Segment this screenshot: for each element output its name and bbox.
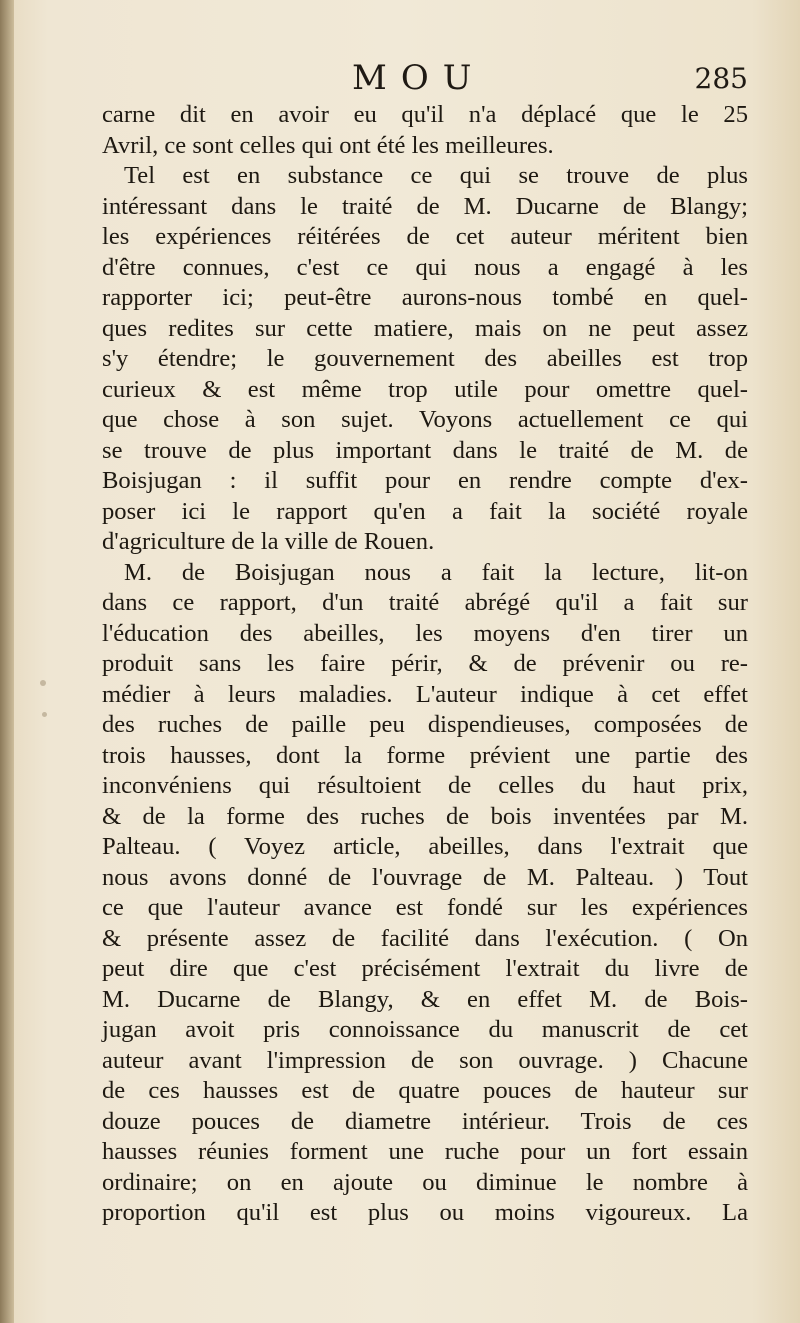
text-line: Avril, ce sont celles qui ont été les meilleures. — [102, 131, 554, 159]
page-number: 285 — [694, 62, 748, 95]
text-line: rapporter ici; peut-être aurons-nous tombé en quel- — [102, 284, 748, 311]
text-line: que chose à son sujet. Voyons actuellement ce qui — [102, 406, 748, 433]
text-line: s'y étendre; le gouvernement des abeilles est trop — [102, 345, 748, 372]
text-line: d'agriculture de la ville de Rouen. — [102, 528, 435, 555]
text-line: ce que l'auteur avance est fondé sur les expériences — [102, 894, 748, 921]
running-head: MOU — [352, 58, 486, 98]
text-line: Boisjugan : il suffit pour en rendre compte d'ex- — [102, 467, 748, 494]
text-line: se trouve de plus important dans le traité de M. de — [102, 436, 748, 464]
text-line: douze pouces de diametre intérieur. Trois de ces — [102, 1107, 748, 1135]
ink-spot — [40, 680, 46, 686]
text-line: auteur avant l'impression de son ouvrage. ) Chacune — [102, 1046, 748, 1074]
text-line: & présente assez de facilité dans l'exécution. ( On — [102, 924, 748, 952]
text-line: ordinaire; on en ajoute ou diminue le nombre à — [102, 1168, 748, 1196]
text-line: inconvéniens qui résultoient de celles du haut prix, — [102, 772, 748, 799]
text-line: produit sans les faire périr, & de prévenir ou re- — [102, 650, 748, 677]
text-line: intéressant dans le traité de M. Ducarne de Blangy; — [102, 192, 748, 220]
text-line: l'éducation des abeilles, les moyens d'en tirer un — [102, 619, 748, 647]
text-line: jugan avoit pris connoissance du manuscrit de cet — [102, 1016, 748, 1043]
page-gutter — [0, 0, 14, 1323]
text-line: curieux & est même trop utile pour omettre quel- — [102, 375, 748, 403]
body-text — [102, 100, 748, 1229]
page-header — [102, 58, 748, 102]
text-line: M. de Boisjugan nous a fait la lecture, lit-on — [124, 558, 748, 586]
text-line: & de la forme des ruches de bois inventées par M. — [102, 802, 748, 830]
text-line: M. Ducarne de Blangy, & en effet M. de Bois- — [102, 985, 748, 1013]
text-line: nous avons donné de l'ouvrage de M. Palteau. ) Tout — [102, 863, 748, 891]
text-line: trois hausses, dont la forme prévient une partie des — [102, 741, 748, 769]
text-line: les expériences réitérées de cet auteur méritent bien — [102, 223, 748, 250]
text-line: d'être connues, c'est ce qui nous a engagé à les — [102, 253, 748, 281]
text-line: carne dit en avoir eu qu'il n'a déplacé que le 25 — [102, 101, 748, 128]
text-line: poser ici le rapport qu'en a fait la société royale — [102, 497, 748, 525]
text-line: médier à leurs maladies. L'auteur indique à cet effet — [102, 680, 748, 708]
text-line: hausses réunies forment une ruche pour un fort essain — [102, 1138, 748, 1165]
ink-spot — [42, 712, 47, 717]
text-line: ques redites sur cette matiere, mais on ne peut assez — [102, 314, 748, 342]
text-line: dans ce rapport, d'un traité abrégé qu'il a fait sur — [102, 589, 748, 616]
text-line: peut dire que c'est précisément l'extrait du livre de — [102, 955, 748, 982]
text-line: des ruches de paille peu dispendieuses, composées de — [102, 711, 748, 738]
text-line: Palteau. ( Voyez article, abeilles, dans l'extrait que — [102, 833, 748, 860]
text-line: de ces hausses est de quatre pouces de hauteur sur — [102, 1077, 748, 1104]
text-line: proportion qu'il est plus ou moins vigoureux. La — [102, 1199, 748, 1226]
text-line: Tel est en substance ce qui se trouve de plus — [124, 162, 748, 189]
